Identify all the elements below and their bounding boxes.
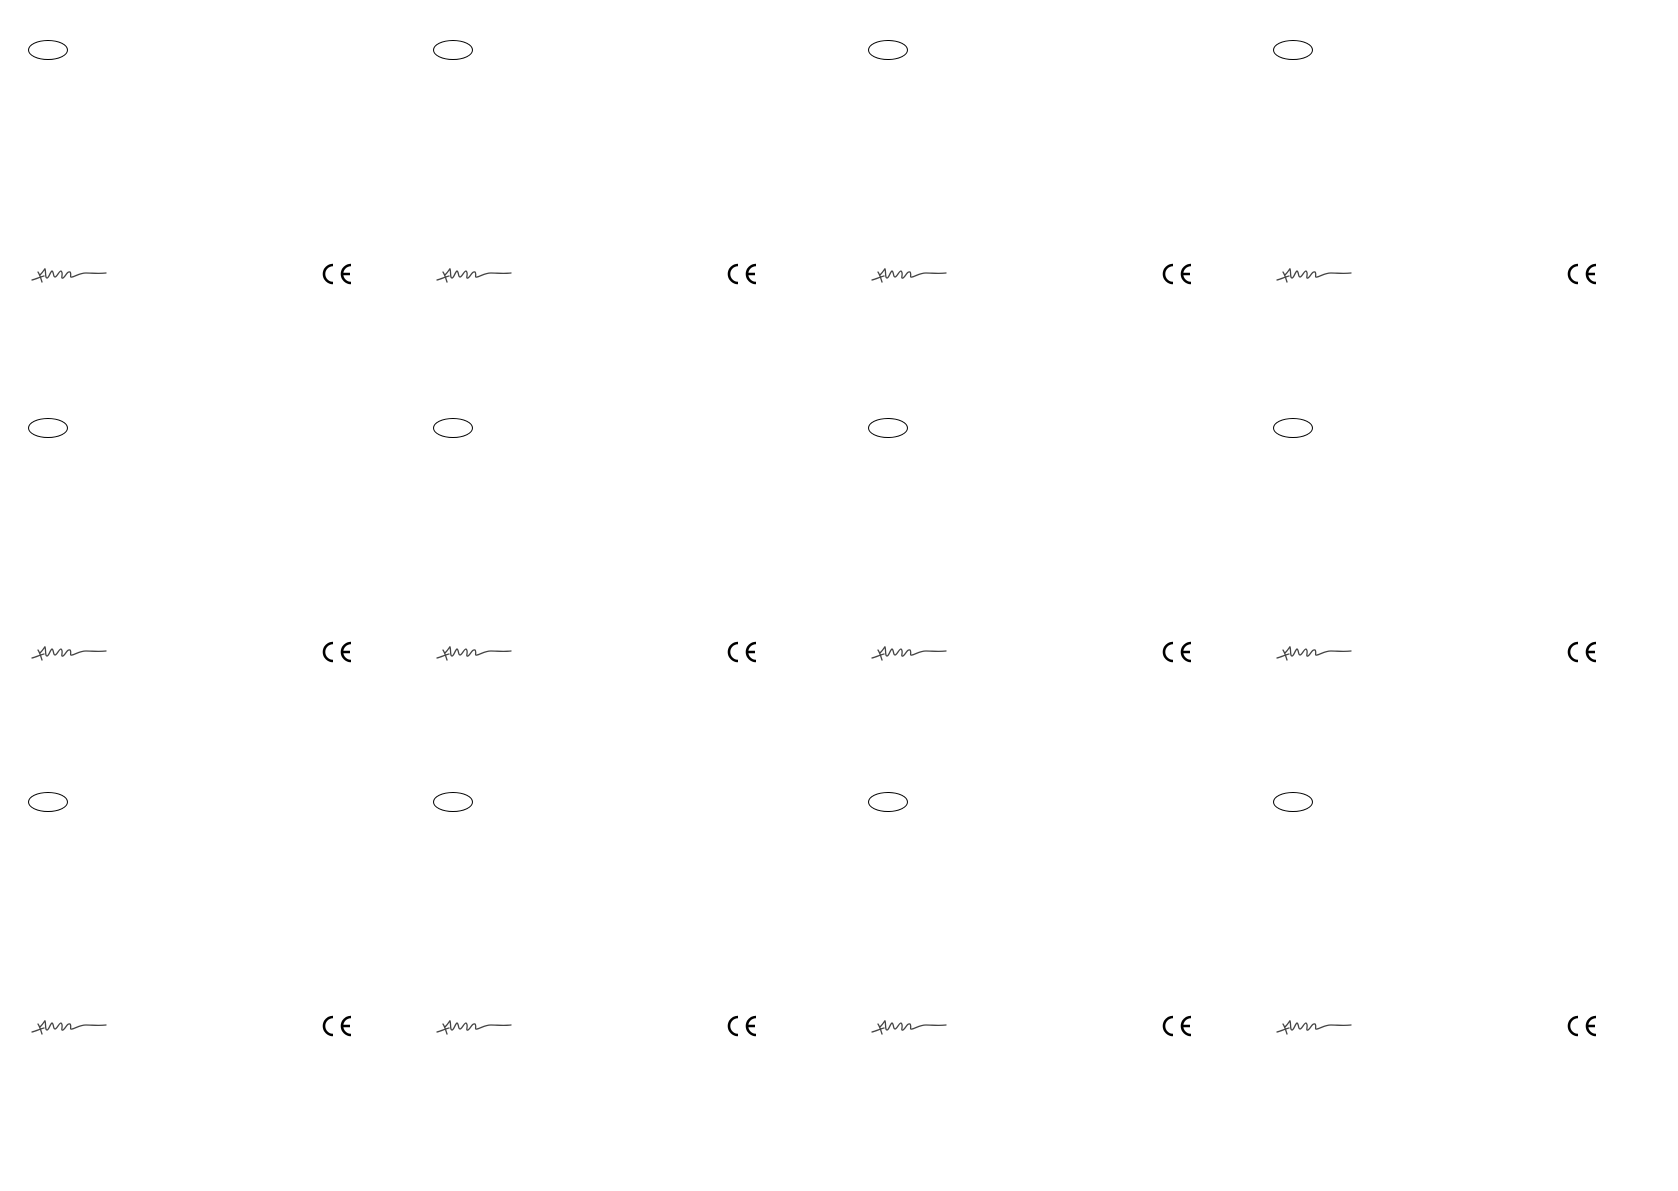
ce-mark-icon <box>1565 640 1599 664</box>
ce-mark-icon <box>320 640 354 664</box>
ce-mark-icon <box>1160 1014 1194 1038</box>
ce-mark-icon <box>320 262 354 286</box>
label-card <box>405 378 805 748</box>
label-card <box>840 378 1240 748</box>
label-card <box>840 0 1240 370</box>
punch-hole-icon <box>433 418 473 438</box>
punch-hole-icon <box>28 418 68 438</box>
ce-mark-icon <box>725 640 759 664</box>
ce-mark-icon <box>1565 262 1599 286</box>
ce-mark-icon <box>320 1014 354 1038</box>
handwritten-signature <box>30 1014 110 1036</box>
handwritten-signature <box>870 640 950 662</box>
handwritten-signature <box>870 262 950 284</box>
handwritten-signature <box>1275 1014 1355 1036</box>
punch-hole-icon <box>868 40 908 60</box>
handwritten-signature <box>870 1014 950 1036</box>
label-card <box>1245 0 1645 370</box>
ce-mark-icon <box>1160 640 1194 664</box>
handwritten-signature <box>435 262 515 284</box>
punch-hole-icon <box>28 40 68 60</box>
label-card <box>1245 752 1645 1122</box>
label-card <box>0 752 400 1122</box>
punch-hole-icon <box>433 792 473 812</box>
punch-hole-icon <box>433 40 473 60</box>
ce-mark-icon <box>1565 1014 1599 1038</box>
ce-mark-icon <box>1160 262 1194 286</box>
punch-hole-icon <box>1273 40 1313 60</box>
ce-mark-icon <box>725 262 759 286</box>
label-card <box>840 752 1240 1122</box>
label-card <box>405 0 805 370</box>
handwritten-signature <box>1275 640 1355 662</box>
label-card <box>405 752 805 1122</box>
handwritten-signature <box>435 1014 515 1036</box>
label-card <box>0 0 400 370</box>
handwritten-signature <box>30 262 110 284</box>
ce-mark-icon <box>725 1014 759 1038</box>
label-card <box>0 378 400 748</box>
punch-hole-icon <box>28 792 68 812</box>
punch-hole-icon <box>1273 792 1313 812</box>
handwritten-signature <box>1275 262 1355 284</box>
handwritten-signature <box>30 640 110 662</box>
punch-hole-icon <box>868 792 908 812</box>
punch-hole-icon <box>1273 418 1313 438</box>
punch-hole-icon <box>868 418 908 438</box>
label-card <box>1245 378 1645 748</box>
handwritten-signature <box>435 640 515 662</box>
